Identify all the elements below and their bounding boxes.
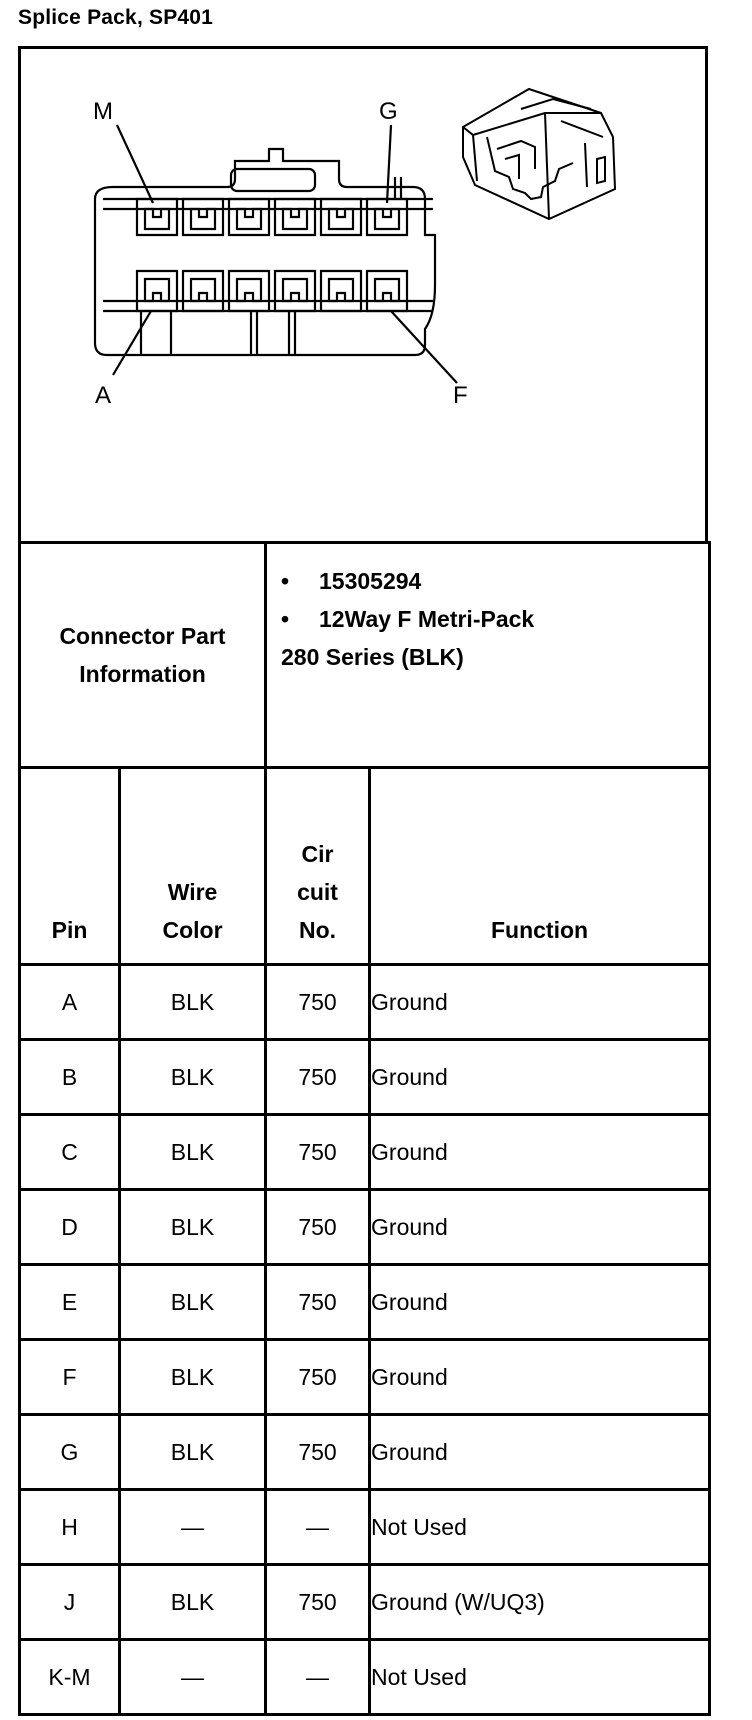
cavity-bottom-2 <box>183 271 223 311</box>
function-cell: Ground <box>370 1415 710 1490</box>
part-number: 15305294 <box>319 568 422 594</box>
top-row-cavities <box>137 199 407 235</box>
circuit-cell: 750 <box>266 965 370 1040</box>
cavity-top-5 <box>321 199 361 235</box>
table-row <box>20 1190 710 1265</box>
connector-info-label <box>20 543 266 768</box>
table-row <box>20 1115 710 1190</box>
circuit-cell: 750 <box>266 1040 370 1115</box>
function-cell: Not Used <box>370 1490 710 1565</box>
header-circuit-no: Cir cuit No. <box>266 768 370 965</box>
bottom-row-cavities <box>137 271 407 311</box>
pin-cell: K-M <box>20 1640 120 1715</box>
header-pin: Pin <box>20 768 120 965</box>
pin-label-f: F <box>453 382 468 409</box>
pin-cell: C <box>20 1115 120 1190</box>
circuit-cell: 750 <box>266 1265 370 1340</box>
table-row <box>20 1265 710 1340</box>
pin-cell: H <box>20 1490 120 1565</box>
cavity-bottom-5 <box>321 271 361 311</box>
description-line2: 280 Series (BLK) <box>281 644 464 670</box>
pin-cell: B <box>20 1040 120 1115</box>
wire-color-cell: BLK <box>120 1190 266 1265</box>
pin-cell: D <box>20 1190 120 1265</box>
wire-color-cell: BLK <box>120 965 266 1040</box>
cavity-top-4 <box>275 199 315 235</box>
function-cell: Ground <box>370 965 710 1040</box>
wire-color-cell: — <box>120 1490 266 1565</box>
function-cell: Ground (W/UQ3) <box>370 1565 710 1640</box>
cavity-bottom-3 <box>229 271 269 311</box>
pin-label-m: M <box>93 98 113 125</box>
table-row <box>20 1415 710 1490</box>
table-header-row <box>20 768 710 965</box>
cavity-bottom-4 <box>275 271 315 311</box>
table-row <box>20 1490 710 1565</box>
header-function: Function <box>370 768 710 965</box>
connector-face-diagram <box>21 49 705 541</box>
table-row <box>20 1640 710 1715</box>
pin-cell: G <box>20 1415 120 1490</box>
circuit-cell: 750 <box>266 1415 370 1490</box>
connector-pin-table <box>18 541 711 1716</box>
wire-color-cell: BLK <box>120 1340 266 1415</box>
bullet: • <box>281 606 290 632</box>
function-cell: Ground <box>370 1115 710 1190</box>
pin-rows <box>20 965 710 1715</box>
connector-info-row <box>20 543 710 768</box>
function-cell: Ground <box>370 1040 710 1115</box>
cavity-top-1 <box>137 199 177 235</box>
connector-info-label-line1: Connector Part <box>59 623 226 649</box>
cavity-bottom-6 <box>367 271 407 311</box>
wire-color-cell: BLK <box>120 1565 266 1640</box>
leader-line-a <box>113 311 151 375</box>
connector-housing-outline <box>95 149 435 355</box>
function-cell: Ground <box>370 1265 710 1340</box>
table-row <box>20 1340 710 1415</box>
circuit-cell: 750 <box>266 1565 370 1640</box>
leader-line-f <box>391 311 457 383</box>
connector-info-label-line2: Information <box>79 661 206 687</box>
circuit-cell: 750 <box>266 1115 370 1190</box>
function-cell: Not Used <box>370 1640 710 1715</box>
description-line1 <box>281 600 696 638</box>
pin-cell: J <box>20 1565 120 1640</box>
cavity-top-6 <box>367 199 407 235</box>
wire-color-cell: — <box>120 1640 266 1715</box>
cavity-top-3 <box>229 199 269 235</box>
circuit-cell: — <box>266 1490 370 1565</box>
bullet: • <box>281 568 290 594</box>
leader-line-m <box>117 125 153 203</box>
table-row <box>20 965 710 1040</box>
connector-info-value <box>266 543 710 768</box>
leader-line-g <box>387 125 391 203</box>
connector-isometric-thumbnail <box>463 89 615 219</box>
cavity-top-2 <box>183 199 223 235</box>
table-row <box>20 1040 710 1115</box>
pin-label-a: A <box>95 382 112 409</box>
pin-cell: F <box>20 1340 120 1415</box>
pin-cell: A <box>20 965 120 1040</box>
circuit-cell: 750 <box>266 1190 370 1265</box>
wire-color-cell: BLK <box>120 1115 266 1190</box>
wire-color-cell: BLK <box>120 1040 266 1115</box>
description-text-1: 12Way F Metri-Pack <box>319 606 535 632</box>
latch-window <box>231 169 315 191</box>
function-cell: Ground <box>370 1340 710 1415</box>
pin-cell: E <box>20 1265 120 1340</box>
wire-color-cell: BLK <box>120 1265 266 1340</box>
wire-color-cell: BLK <box>120 1415 266 1490</box>
table-row <box>20 1565 710 1640</box>
pin-label-g: G <box>379 98 398 125</box>
function-cell: Ground <box>370 1190 710 1265</box>
part-number-line <box>281 562 696 600</box>
header-wire-color: Wire Color <box>120 768 266 965</box>
connector-diagram-panel <box>18 46 708 541</box>
circuit-cell: — <box>266 1640 370 1715</box>
cavity-bottom-1 <box>137 271 177 311</box>
circuit-cell: 750 <box>266 1340 370 1415</box>
page-title: Splice Pack, SP401 <box>18 6 214 29</box>
